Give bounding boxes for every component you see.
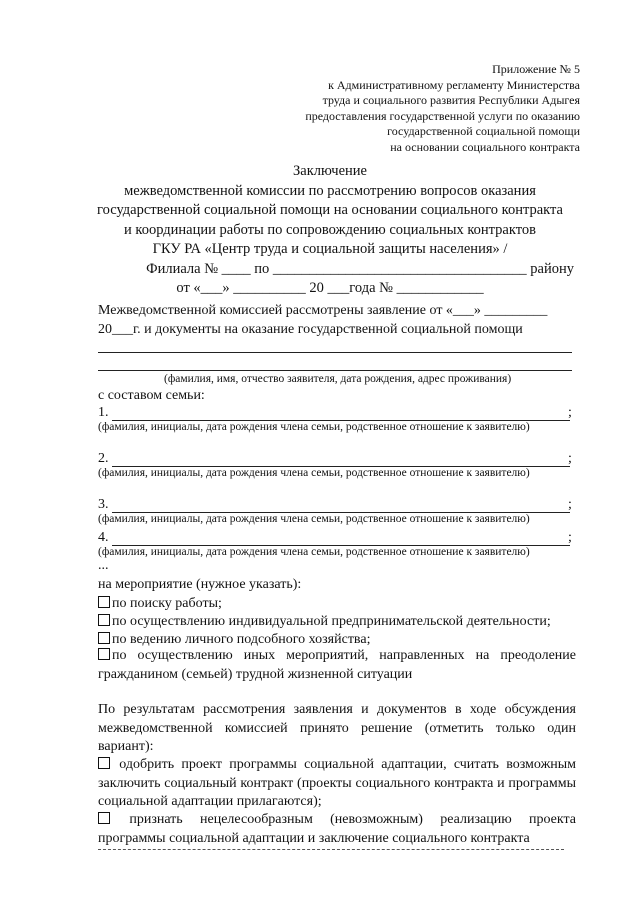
member-number: 1. bbox=[98, 405, 109, 420]
checkbox[interactable] bbox=[98, 757, 110, 769]
checkbox[interactable] bbox=[98, 812, 110, 824]
applicant-caption: (фамилия, имя, отчество заявителя, дата рождения, адрес проживания) bbox=[164, 373, 512, 385]
event-label: по осуществлению иных мероприятий, направленных на преодоление гражданином (семьей) трудной жизненной ситуации bbox=[98, 648, 576, 682]
event-label: по поиску работы; bbox=[112, 596, 222, 611]
event-option[interactable] bbox=[98, 614, 551, 630]
event-option[interactable] bbox=[98, 596, 222, 612]
decision-intro: По результатам рассмотрения заявления и документов в ходе обсуждения межведомственной комиссией принято решение (отметить только один вариант): bbox=[98, 702, 576, 754]
checkbox[interactable] bbox=[98, 648, 110, 660]
checkbox[interactable] bbox=[98, 632, 110, 644]
reviewed-line: Межведомственной комиссией рассмотрены заявление от «___» _________ bbox=[98, 303, 548, 318]
bottom-blank-line bbox=[98, 849, 564, 850]
event-option[interactable] bbox=[98, 647, 576, 684]
appendix-line: на основании социального контракта bbox=[390, 139, 580, 154]
member-semicolon: ; bbox=[568, 530, 572, 545]
appendix-line: предоставления государственной услуги по оказанию bbox=[305, 108, 580, 123]
member-caption: (фамилия, инициалы, дата рождения члена семьи, родственное отношение к заявителю) bbox=[98, 513, 530, 525]
member-caption: (фамилия, инициалы, дата рождения члена семьи, родственное отношение к заявителю) bbox=[98, 421, 530, 433]
member-semicolon: ; bbox=[568, 405, 572, 420]
member-caption: (фамилия, инициалы, дата рождения члена семьи, родственное отношение к заявителю) bbox=[98, 546, 530, 558]
decision-option[interactable] bbox=[98, 756, 576, 812]
member-semicolon: ; bbox=[568, 451, 572, 466]
decision-label: признать нецелесообразным (невозможным) реализацию проекта программы социальной адаптации и заключение социального контракта bbox=[98, 812, 576, 846]
title-line: государственной социальной помощи на основании социального контракта bbox=[97, 202, 563, 218]
decision-label: одобрить проект программы социальной адаптации, считать возможным заключить социальный контракт (проекты социального контракта и программы социальной адаптации прилагаются); bbox=[98, 757, 576, 809]
branch-line: Филиала № ____ по ___________________________________ району bbox=[146, 260, 574, 277]
checkbox[interactable] bbox=[98, 614, 110, 626]
member-number: 2. bbox=[98, 451, 109, 466]
event-label: по осуществлению индивидуальной предпринимательской деятельности; bbox=[112, 614, 551, 629]
ellipsis: ... bbox=[98, 558, 109, 573]
appendix-line: Приложение № 5 bbox=[492, 62, 580, 76]
appendix-header bbox=[260, 62, 580, 156]
applicant-blank-line bbox=[98, 352, 572, 353]
appendix-line: государственной социальной помощи bbox=[387, 124, 580, 139]
title-line: межведомственной комиссии по рассмотрению вопросов оказания bbox=[124, 182, 536, 199]
date-number-line: от «___» __________ 20 ___года № ____________ bbox=[176, 280, 484, 296]
appendix-line: к Административному регламенту Министерства bbox=[328, 77, 580, 92]
document-heading: Заключение bbox=[293, 163, 367, 179]
decision-option[interactable] bbox=[98, 811, 576, 848]
event-intro: на мероприятие (нужное указать): bbox=[98, 577, 302, 592]
appendix-line: труда и социального развития Республики Адыгея bbox=[322, 93, 580, 108]
member-caption: (фамилия, инициалы, дата рождения члена семьи, родственное отношение к заявителю) bbox=[98, 467, 530, 479]
title-block bbox=[80, 162, 580, 299]
title-line: и координации работы по сопровождению социальных контрактов bbox=[124, 221, 536, 238]
applicant-blank-line bbox=[98, 370, 572, 371]
event-label: по ведению личного подсобного хозяйства; bbox=[112, 632, 371, 647]
member-number: 3. bbox=[98, 497, 109, 512]
event-option[interactable] bbox=[98, 632, 370, 648]
title-line: ГКУ РА «Центр труда и социальной защиты населения» / bbox=[152, 241, 508, 257]
family-intro: с составом семьи: bbox=[98, 388, 205, 403]
reviewed-line: 20___г. и документы на оказание государственной социальной помощи bbox=[98, 322, 523, 337]
member-semicolon: ; bbox=[568, 497, 572, 512]
checkbox[interactable] bbox=[98, 596, 110, 608]
member-number: 4. bbox=[98, 530, 109, 545]
